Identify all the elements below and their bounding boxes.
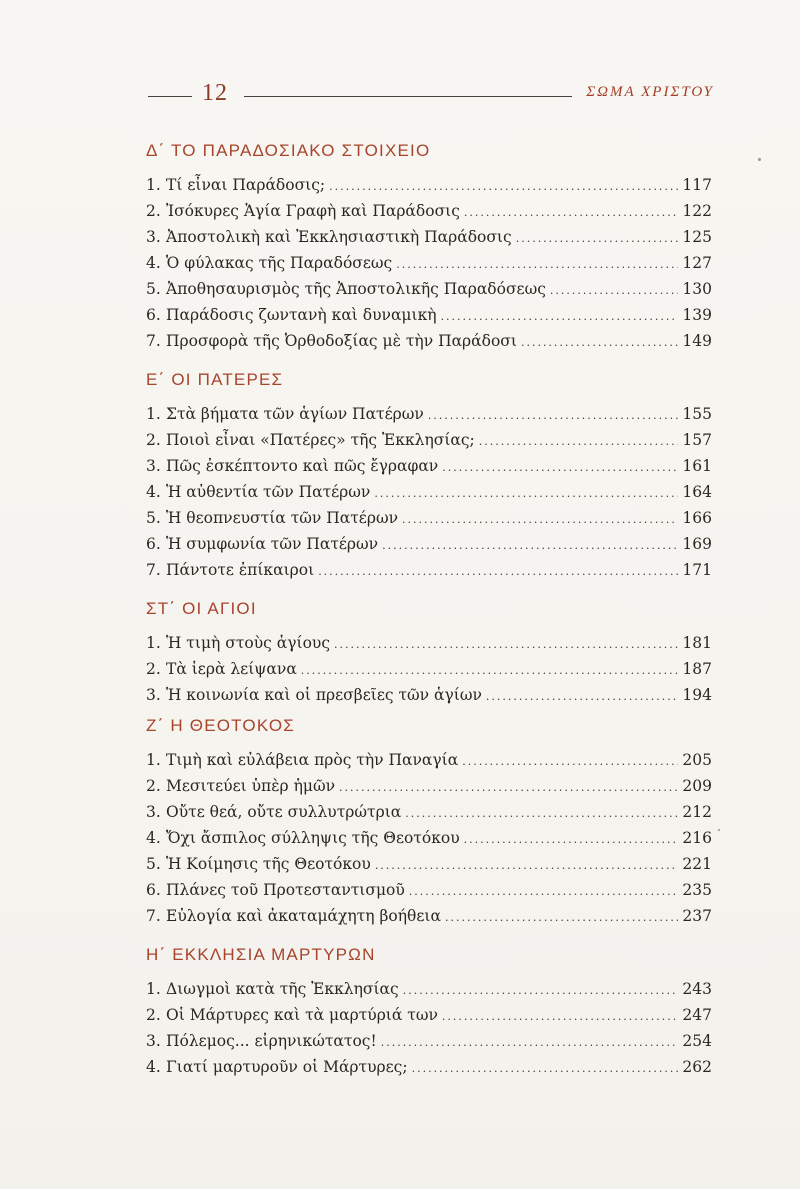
entry-title: Διωγμοὶ κατὰ τῆς Ἐκκλησίας	[166, 980, 399, 998]
dot-leader	[374, 487, 678, 500]
paper-speck	[718, 829, 720, 831]
entry-number: 2.	[146, 431, 161, 449]
entry-number: 7.	[146, 907, 161, 925]
entry-page-number: 187	[682, 660, 712, 678]
entry-number: 7.	[146, 561, 161, 579]
toc-entry	[146, 202, 712, 228]
dot-leader	[409, 885, 678, 898]
entry-page-number: 212	[682, 803, 712, 821]
entry-page-number: 117	[682, 176, 712, 194]
dot-leader	[402, 513, 678, 526]
entry-page-number: 221	[682, 855, 712, 873]
header-rule-middle	[244, 96, 572, 97]
entry-number: 3.	[146, 457, 161, 475]
dot-leader	[442, 1010, 678, 1023]
entry-title: Ποιοὶ εἶναι «Πατέρες» τῆς Ἐκκλησίας;	[166, 431, 475, 449]
entry-number: 3.	[146, 1032, 161, 1050]
entry-title: Τὰ ἱερὰ λείψανα	[166, 660, 297, 678]
toc-section	[146, 596, 712, 712]
entry-number: 7.	[146, 332, 161, 350]
entry-number: 5.	[146, 509, 161, 527]
toc-entry	[146, 907, 712, 933]
toc-entry	[146, 405, 712, 431]
toc-entry	[146, 1006, 712, 1032]
toc-entry	[146, 803, 712, 829]
dot-leader	[486, 690, 678, 703]
entry-number: 3.	[146, 228, 161, 246]
running-head	[148, 80, 714, 110]
entry-page-number: 166	[682, 509, 712, 527]
entry-number: 1.	[146, 751, 161, 769]
entry-title: Ἀποθησαυρισμὸς τῆς Ἀποστολικῆς Παραδόσεως	[166, 280, 546, 298]
toc-entry	[146, 686, 712, 712]
dot-leader	[382, 539, 678, 552]
entry-number: 6.	[146, 881, 161, 899]
dot-leader	[381, 1036, 678, 1049]
toc-section	[146, 942, 712, 1084]
entry-number: 4.	[146, 483, 161, 501]
toc-entry	[146, 561, 712, 587]
entry-number: 2.	[146, 1006, 161, 1024]
dot-leader	[445, 911, 678, 924]
entry-number: 4.	[146, 254, 161, 272]
entry-number: 6.	[146, 306, 161, 324]
toc-entry	[146, 660, 712, 686]
section-heading: Δ΄ ΤΟ ΠΑΡΑΔΟΣΙΑΚΟ ΣΤΟΙΧΕΙΟ	[146, 141, 431, 160]
section-heading: Η΄ ΕΚΚΛΗΣΙΑ ΜΑΡΤΥΡΩΝ	[146, 945, 376, 964]
entry-number: 6.	[146, 535, 161, 553]
dot-leader	[428, 409, 678, 422]
dot-leader	[516, 232, 678, 245]
toc-entry	[146, 280, 712, 306]
entry-title: Ἡ τιμὴ στοὺς ἁγίους	[166, 634, 331, 652]
entry-page-number: 169	[682, 535, 712, 553]
entry-number: 3.	[146, 803, 161, 821]
entry-title: Τιμὴ καὶ εὐλάβεια πρὸς τὴν Παναγία	[166, 751, 459, 769]
toc-entry	[146, 332, 712, 358]
entry-list	[146, 176, 712, 358]
entry-number: 4.	[146, 1058, 161, 1076]
entry-number: 1.	[146, 176, 161, 194]
dot-leader	[412, 1062, 678, 1075]
toc-entry	[146, 1058, 712, 1084]
entry-title: Ἰσόκυρες Ἁγία Γραφὴ καὶ Παράδοσις	[166, 202, 460, 220]
entry-number: 1.	[146, 634, 161, 652]
entry-page-number: 164	[682, 483, 712, 501]
dot-leader	[550, 284, 678, 297]
toc-entry	[146, 1032, 712, 1058]
dot-leader	[318, 565, 678, 578]
entry-page-number: 235	[682, 881, 712, 899]
entry-number: 5.	[146, 280, 161, 298]
entry-title: Στὰ βήματα τῶν ἁγίων Πατέρων	[166, 405, 424, 423]
entry-page-number: 216	[682, 829, 712, 847]
entry-title: Πάντοτε ἐπίκαιροι	[166, 561, 315, 579]
entry-page-number: 181	[682, 634, 712, 652]
entry-page-number: 243	[682, 980, 712, 998]
dot-leader	[375, 859, 678, 872]
section-heading: ΣΤ΄ ΟΙ ΑΓΙΟΙ	[146, 599, 257, 618]
toc-entry	[146, 483, 712, 509]
entry-title: Παράδοσις ζωντανὴ καὶ δυναμικὴ	[166, 306, 437, 324]
dot-leader	[405, 807, 678, 820]
dot-leader	[464, 206, 678, 219]
toc-section	[146, 138, 712, 358]
entry-title: Ἀποστολικὴ καὶ Ἐκκλησιαστικὴ Παράδοσις	[166, 228, 512, 246]
dot-leader	[479, 435, 678, 448]
dot-leader	[464, 833, 678, 846]
entry-page-number: 194	[682, 686, 712, 704]
toc-entry	[146, 881, 712, 907]
toc-entry	[146, 306, 712, 332]
entry-page-number: 155	[682, 405, 712, 423]
entry-list	[146, 634, 712, 712]
toc-entry	[146, 980, 712, 1006]
entry-number: 1.	[146, 980, 161, 998]
entry-page-number: 127	[682, 254, 712, 272]
toc-entry	[146, 176, 712, 202]
entry-title: Ἡ κοινωνία καὶ οἱ πρεσβεῖες τῶν ἁγίων	[166, 686, 482, 704]
entry-number: 1.	[146, 405, 161, 423]
entry-title: Τί εἶναι Παράδοσις;	[166, 176, 326, 194]
entry-page-number: 171	[682, 561, 712, 579]
entry-page-number: 237	[682, 907, 712, 925]
entry-title: Ἡ θεοπνευστία τῶν Πατέρων	[166, 509, 399, 527]
entry-title: Ἡ συμφωνία τῶν Πατέρων	[166, 535, 379, 553]
entry-page-number: 122	[682, 202, 712, 220]
entry-title: Πῶς ἐσκέπτοντο καὶ πῶς ἔγραφαν	[166, 457, 439, 475]
entry-title: Προσφορὰ τῆς Ὀρθοδοξίας μὲ τὴν Παράδοσι	[166, 332, 517, 350]
toc-entry	[146, 855, 712, 881]
entry-title: Πόλεμος... εἰρηνικώτατος!	[166, 1032, 377, 1050]
entry-title: Ἡ αὐθεντία τῶν Πατέρων	[166, 483, 371, 501]
entry-title: Εὐλογία καὶ ἀκαταμάχητη βοήθεια	[166, 907, 441, 925]
dot-leader	[334, 638, 678, 651]
entry-page-number: 125	[682, 228, 712, 246]
toc-entry	[146, 829, 712, 855]
dot-leader	[442, 461, 678, 474]
toc-entry	[146, 431, 712, 457]
toc-entry	[146, 777, 712, 803]
entry-number: 3.	[146, 686, 161, 704]
entry-number: 2.	[146, 660, 161, 678]
entry-list	[146, 980, 712, 1084]
entry-title: Οὔτε θεά, οὔτε συλλυτρώτρια	[166, 803, 402, 821]
entry-number: 5.	[146, 855, 161, 873]
toc-entry	[146, 535, 712, 561]
entry-number: 2.	[146, 777, 161, 795]
dot-leader	[339, 781, 678, 794]
dot-leader	[462, 755, 678, 768]
toc-section	[146, 713, 712, 933]
entry-page-number: 254	[682, 1032, 712, 1050]
toc-entry	[146, 228, 712, 254]
entry-number: 4.	[146, 829, 161, 847]
dot-leader	[301, 664, 678, 677]
entry-page-number: 205	[682, 751, 712, 769]
toc-entry	[146, 457, 712, 483]
entry-page-number: 161	[682, 457, 712, 475]
dot-leader	[403, 984, 678, 997]
dot-leader	[441, 310, 678, 323]
section-heading: Ζ΄ Η ΘΕΟΤΟΚΟΣ	[146, 716, 296, 735]
entry-page-number: 130	[682, 280, 712, 298]
entry-page-number: 262	[682, 1058, 712, 1076]
section-heading: Ε΄ ΟΙ ΠΑΤΕΡΕΣ	[146, 370, 284, 389]
toc-entry	[146, 634, 712, 660]
entry-page-number: 247	[682, 1006, 712, 1024]
entry-title: Πλάνες τοῦ Προτεσταντισμοῦ	[166, 881, 405, 899]
header-rule-left	[148, 96, 192, 97]
entry-list	[146, 751, 712, 933]
page-number: 12	[202, 80, 228, 106]
dot-leader	[329, 180, 678, 193]
entry-list	[146, 405, 712, 587]
entry-page-number: 209	[682, 777, 712, 795]
dot-leader	[521, 336, 678, 349]
entry-number: 2.	[146, 202, 161, 220]
entry-page-number: 157	[682, 431, 712, 449]
entry-title: Ὁ φύλακας τῆς Παραδόσεως	[166, 254, 393, 272]
entry-title: Γιατί μαρτυροῦν οἱ Μάρτυρες;	[166, 1058, 408, 1076]
toc-section	[146, 367, 712, 587]
entry-title: Ἡ Κοίμησις τῆς Θεοτόκου	[166, 855, 371, 873]
entry-page-number: 149	[682, 332, 712, 350]
paper-speck	[758, 158, 761, 161]
toc-entry	[146, 509, 712, 535]
toc-entry	[146, 254, 712, 280]
dot-leader	[396, 258, 678, 271]
entry-page-number: 139	[682, 306, 712, 324]
book-title: ΣΩΜΑ ΧΡΙΣΤΟΥ	[586, 84, 714, 100]
entry-title: Μεσιτεύει ὑπὲρ ἡμῶν	[166, 777, 336, 795]
entry-title: Ὄχι ἄσπιλος σύλληψις τῆς Θεοτόκου	[166, 829, 460, 847]
toc-entry	[146, 751, 712, 777]
entry-title: Οἱ Μάρτυρες καὶ τὰ μαρτύριά των	[166, 1006, 438, 1024]
